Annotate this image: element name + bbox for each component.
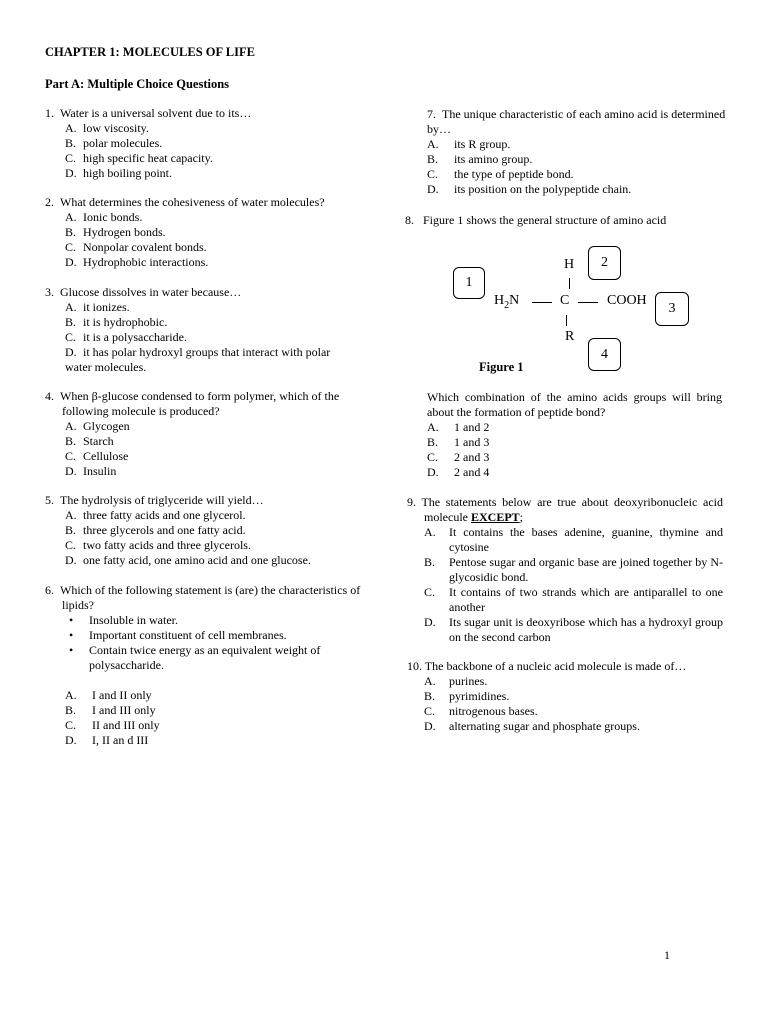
option-b: B. three glycerols and one fatty acid. [65, 523, 246, 537]
bond-line [569, 278, 570, 289]
figure-caption: Figure 1 [479, 360, 524, 374]
option-d: D. Insulin [65, 464, 117, 478]
option-d: D. high boiling point. [65, 166, 173, 180]
hydrogen-atom: H [564, 257, 575, 272]
option-d: D. Hydrophobic interactions. [65, 255, 209, 269]
page-number: 1 [664, 948, 670, 962]
question-5: 5. The hydrolysis of triglyceride will yield… A. three fatty acids and one glycerol. B. three glycerols and one fatty acid. C. two fatty acids and three glycerols. D. one fatty acid, one amino acid and one glucose. [45, 493, 365, 568]
question-text: Water is a universal solvent due to its… [60, 106, 252, 120]
option-a: A. it ionizes. [65, 300, 130, 314]
option-d: D. 2 and 4 [427, 465, 490, 479]
question-text: Glucose dissolves in water because… [60, 285, 242, 299]
option-c: C. II and III only [65, 718, 160, 732]
option-d: D. Its sugar unit is deoxyribose which has a hydroxyl group on the second carbon [424, 615, 723, 644]
question-10: 10. The backbone of a nucleic acid molecule is made of… A. purines. B. pyrimidines. C. nitrogenous bases. D. alternating sugar and phosphate groups. [407, 659, 723, 734]
option-c: C. two fatty acids and three glycerols. [65, 538, 251, 552]
option-a: A. 1 and 2 [427, 420, 490, 434]
question-text: When β-glucose condensed to form polymer, which of the following molecule is produced? [60, 389, 340, 418]
question-text: The unique characteristic of each amino acid is determined by… [427, 107, 726, 136]
question-2: 2. What determines the cohesiveness of water molecules? A. Ionic bonds. B. Hydrogen bonds. C. Nonpolar covalent bonds. D. Hydrophobic interactions. [45, 195, 365, 270]
option-c: C. high specific heat capacity. [65, 151, 213, 165]
question-4: 4. When β-glucose condensed to form polymer, which of the following molecule is produced? A. Glycogen B. Starch C. Cellulose D. Insulin [45, 389, 360, 479]
option-a: A. I and II only [65, 688, 152, 702]
option-a: A. low viscosity. [65, 121, 149, 135]
option-b: B. polar molecules. [65, 136, 163, 150]
option-a: A. purines. [424, 674, 488, 688]
bond-line [578, 302, 598, 303]
question-text: The backbone of a nucleic acid molecule is made of… [424, 659, 687, 673]
part-title: Part A: Multiple Choice Questions [45, 77, 230, 91]
question-8-followup [427, 390, 722, 480]
option-a: A. It contains the bases adenine, guanine, thymine and cytosine [424, 525, 723, 554]
option-b: B. Hydrogen bonds. [65, 225, 166, 239]
question-text: Which of the following statement is (are) the characteristics of lipids? [60, 583, 361, 612]
question-text: The hydrolysis of triglyceride will yield… [60, 493, 264, 507]
carboxyl-group: COOH [607, 293, 647, 308]
option-a: A. Ionic bonds. [65, 210, 143, 224]
option-d: D. its position on the polypeptide chain. [427, 182, 632, 196]
option-c: C. It contains of two strands which are antiparallel to one another [424, 585, 723, 614]
statement-item: • Insoluble in water. [69, 613, 363, 628]
bond-line [532, 302, 552, 303]
option-c: C. 2 and 3 [427, 450, 490, 464]
chapter-title: CHAPTER 1: MOLECULES OF LIFE [45, 45, 255, 59]
statement-list [45, 613, 363, 673]
option-a: A. Glycogen [65, 419, 130, 433]
except-emphasis: EXCEPT [470, 510, 520, 524]
question-text: What determines the cohesiveness of water molecules? [60, 195, 325, 209]
label-box-2: 2 [588, 246, 621, 280]
option-c: C. Cellulose [65, 449, 129, 463]
question-text: Figure 1 shows the general structure of amino acid [423, 213, 667, 227]
option-a: A. its R group. [427, 137, 511, 151]
label-box-1: 1 [453, 267, 485, 299]
option-b: B. I and III only [65, 703, 156, 717]
option-c: C. nitrogenous bases. [424, 704, 538, 718]
alpha-carbon: C [560, 293, 570, 308]
option-b: B. its amino group. [427, 152, 533, 166]
option-b: B. 1 and 3 [427, 435, 490, 449]
statement-item: • Important constituent of cell membranes. [69, 628, 363, 643]
option-b: B. Starch [65, 434, 114, 448]
statement-item: • Contain twice energy as an equivalent weight of polysaccharide. [69, 643, 363, 673]
option-c: C. the type of peptide bond. [427, 167, 574, 181]
option-b: B. pyrimidines. [424, 689, 510, 703]
amino-group: $H_2N$ [494, 293, 520, 311]
question-3: 3. Glucose dissolves in water because… A. it ionizes. B. it is hydrophobic. C. it is a polysaccharide. D. it has polar hydroxyl groups that interact with polar water molecules. [45, 285, 355, 375]
option-d: D. it has polar hydroxyl groups that interact with polar water molecules. [65, 345, 331, 374]
option-c: C. it is a polysaccharide. [65, 330, 187, 344]
r-group: R [565, 329, 575, 344]
question-text: The statements below are true about deoxyribonucleic acid molecule [421, 495, 723, 524]
question-6: 6. Which of the following statement is (are) the characteristics of lipids? • Insoluble in water. • Important constituent of cell membranes. • Contain twice energy as an equivalent weight of polysaccharide. A. I and II only B. I and III only C. II and III only D. I, II an d III [45, 583, 363, 748]
question-text: Which combination of the amino acids groups will bring about the formation of peptide bond? [427, 390, 722, 419]
option-d: D. alternating sugar and phosphate groups. [424, 719, 640, 733]
amino-acid-figure [440, 240, 720, 380]
option-d: D. I, II an d III [65, 733, 149, 747]
option-b: B. Pentose sugar and organic base are joined together by N-glycosidic bond. [424, 555, 723, 584]
option-c: C. Nonpolar covalent bonds. [65, 240, 207, 254]
option-b: B. it is hydrophobic. [65, 315, 168, 329]
question-1: 1. Water is a universal solvent due to its… A. low viscosity. B. polar molecules. C. high specific heat capacity. D. high boiling point. [45, 106, 365, 181]
question-8: 8. Figure 1 shows the general structure of amino acid [405, 213, 667, 227]
question-9: 9. The statements below are true about deoxyribonucleic acid molecule EXCEPT; A. It contains the bases adenine, guanine, thymine and cytosine B. Pentose sugar and organic base are joined together by N-glycosidic bond. C. It contains of two strands which are antiparallel to one another D. Its sugar unit is deoxyribose which has a hydroxyl group on the second carbon [407, 495, 723, 644]
label-box-4: 4 [588, 338, 621, 371]
option-d: D. one fatty acid, one amino acid and one glucose. [65, 553, 311, 567]
option-a: A. three fatty acids and one glycerol. [65, 508, 246, 522]
question-7: 7. The unique characteristic of each amino acid is determined by… A. its R group. B. its amino group. C. the type of peptide bond. D. its position on the polypeptide chain. [427, 107, 726, 196]
label-box-3: 3 [655, 292, 689, 326]
bond-line [566, 315, 567, 326]
